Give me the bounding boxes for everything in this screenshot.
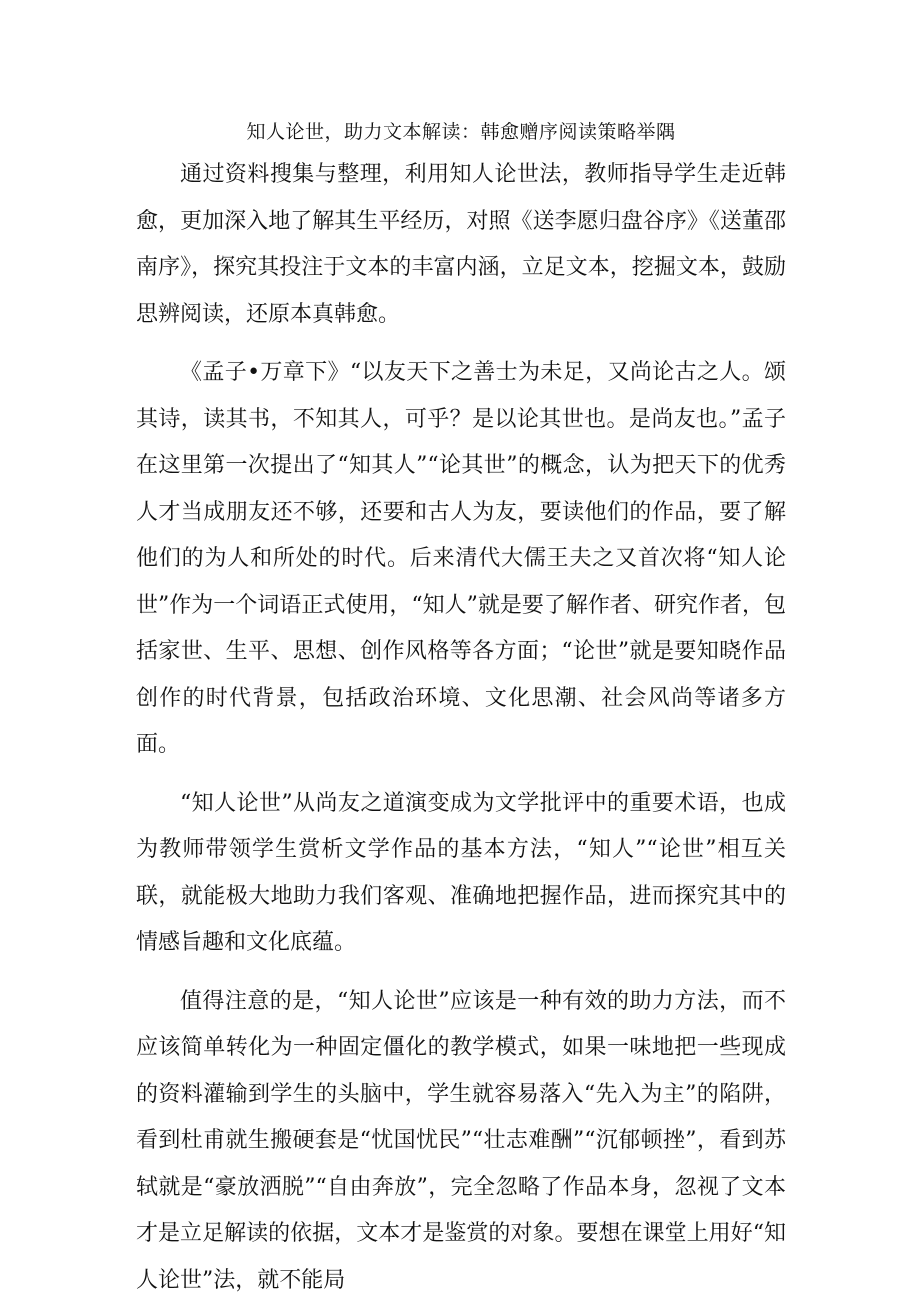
paragraph-4: 值得注意的是，“知人论世”应该是一种有效的助力方法，而不应该简单转化为一种固定僵化的教学模式，如果一味地把一些现成的资料灌输到学生的头脑中，学生就容易落入“先入为主”的陷阱，看到杜甫就生搬硬套是“忧国忧民”“壮志难酬”“沉郁顿挫”，看到苏轼就是“豪放洒脱”“自由奔放”，完全忽略了作品本身，忽视了文本才是立足解读的依据，文本才是鉴赏的对象。要想在课堂上用好“知人论世”法，就不能局 [136, 979, 786, 1304]
document-title: 知人论世，助力文本解读：韩愈赠序阅读策略举隅 [136, 116, 786, 148]
paragraph-3: “知人论世”从尚友之道演变成为文学批评中的重要术语，也成为教师带领学生赏析文学作品的基本方法，“知人”“论世”相互关联，就能极大地助力我们客观、准确地把握作品，进而探究其中的情感旨趣和文化底蕴。 [136, 781, 786, 967]
document-page [136, 116, 786, 1304]
paragraph-1: 通过资料搜集与整理，利用知人论世法，教师指导学生走近韩愈，更加深入地了解其生平经历，对照《送李愿归盘谷序》《送董邵南序》，探究其投注于文本的丰富内涵，立足文本，挖掘文本，鼓励思辨阅读，还原本真韩愈。 [136, 152, 786, 338]
paragraph-2: 《孟子•万章下》“以友天下之善士为未足，又尚论古之人。颂其诗，读其书，不知其人，可乎？是以论其世也。是尚友也。”孟子在这里第一次提出了“知其人”“论其世”的概念，认为把天下的优秀人才当成朋友还不够，还要和古人为友，要读他们的作品，要了解他们的为人和所处的时代。后来清代大儒王夫之又首次将“知人论世”作为一个词语正式使用，“知人”就是要了解作者、研究作者，包括家世、生平、思想、创作风格等各方面；“论世”就是要知晓作品创作的时代背景，包括政治环境、文化思潮、社会风尚等诸多方面。 [136, 350, 786, 769]
